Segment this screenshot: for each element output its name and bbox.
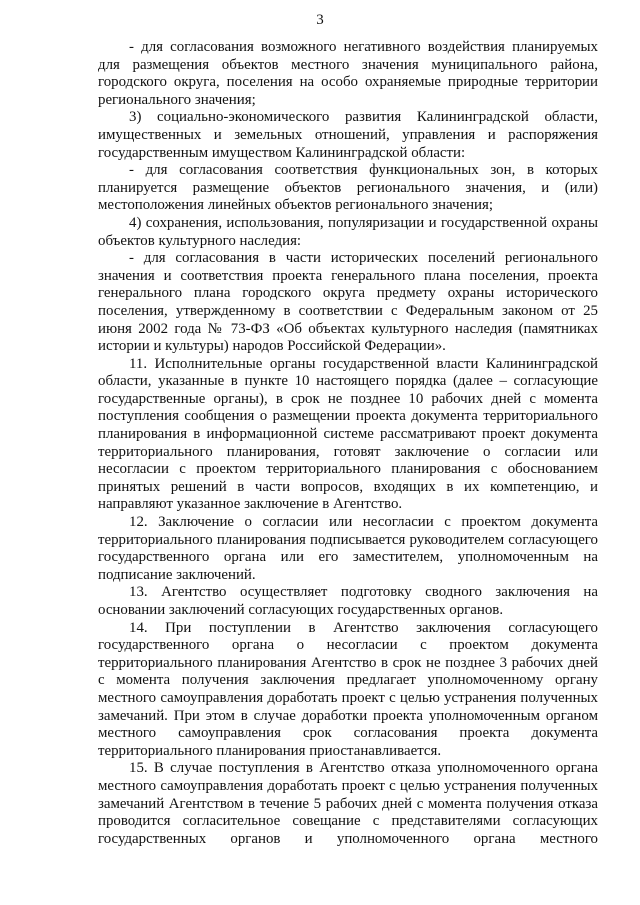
paragraph-functional-zones: - для согласования соответствия функциональных зон, в которых планируется размещение объектов регионального значения, и (или) местоположения линейных объектов регионального значения; [98,162,598,214]
paragraph-clause-11: 11. Исполнительные органы государственной власти Калининградской области, указанные в пункте 10 настоящего порядка (далее – согласующие государственные органы), в срок не позднее 10 рабочих дней с момента поступления сообщения о размещении проекта документа территориального планирования в информационной системе рассматривают проект документа территориального планирования, готовят заключение о согласии или несогласии с проектом территориального планирования с обоснованием принятых решений в части вопросов, входящих в их компетенцию, и направляют указанное заключение в Агентство. [98,355,598,513]
paragraph-item-4: 4) сохранения, использования, популяризации и государственной охраны объектов культурного наследия: [98,214,598,249]
paragraph-clause-14: 14. При поступлении в Агентство заключения согласующего государственного органа о несогласии с проектом документа территориального планирования Агентство в срок не позднее 3 рабочих дней с момента получения заключения предлагает уполномоченному органу местного самоуправления доработать проект с целью устранения полученных замечаний. При этом в случае доработки проекта уполномоченным органом местного самоуправления срок согласования проекта документа территориального планирования приостанавливается. [98,619,598,759]
document-body [98,39,598,848]
paragraph-negative-impact: - для согласования возможного негативного воздействия планируемых для размещения объектов местного значения муниципального района, городского округа, поселения на особо охраняемые природные территории регионального значения; [98,39,598,108]
paragraph-clause-12: 12. Заключение о согласии или несогласии с проектом документа территориального планирования подписывается руководителем согласующего государственного органа или его заместителем, уполномоченным на подписание заключений. [98,514,598,583]
paragraph-item-3: 3) социально-экономического развития Калининградской области, имущественных и земельных отношений, управления и распоряжения государственным имуществом Калининградской области: [98,109,598,161]
paragraph-clause-15: 15. В случае поступления в Агентство отказа уполномоченного органа местного самоуправления доработать проект с целью устранения полученных замечаний Агентством в течение 5 рабочих дней с момента получения отказа проводится согласительное совещание с представителями согласующих государственных органов и уполномоченного органа местного [98,760,598,847]
paragraph-clause-13: 13. Агентство осуществляет подготовку сводного заключения на основании заключений согласующих государственных органов. [98,584,598,618]
paragraph-historic-settlements: - для согласования в части исторических поселений регионального значения и соответствия проекта генерального плана поселения, проекта генерального плана городского округа предмету охраны исторического поселения, утвержденному в соответствии с Федеральным законом от 25 июня 2002 года № 73-ФЗ «Об объектах культурного наследия (памятниках истории и культуры) народов Российской Федерации». [98,250,598,355]
page-number: 3 [316,12,324,28]
